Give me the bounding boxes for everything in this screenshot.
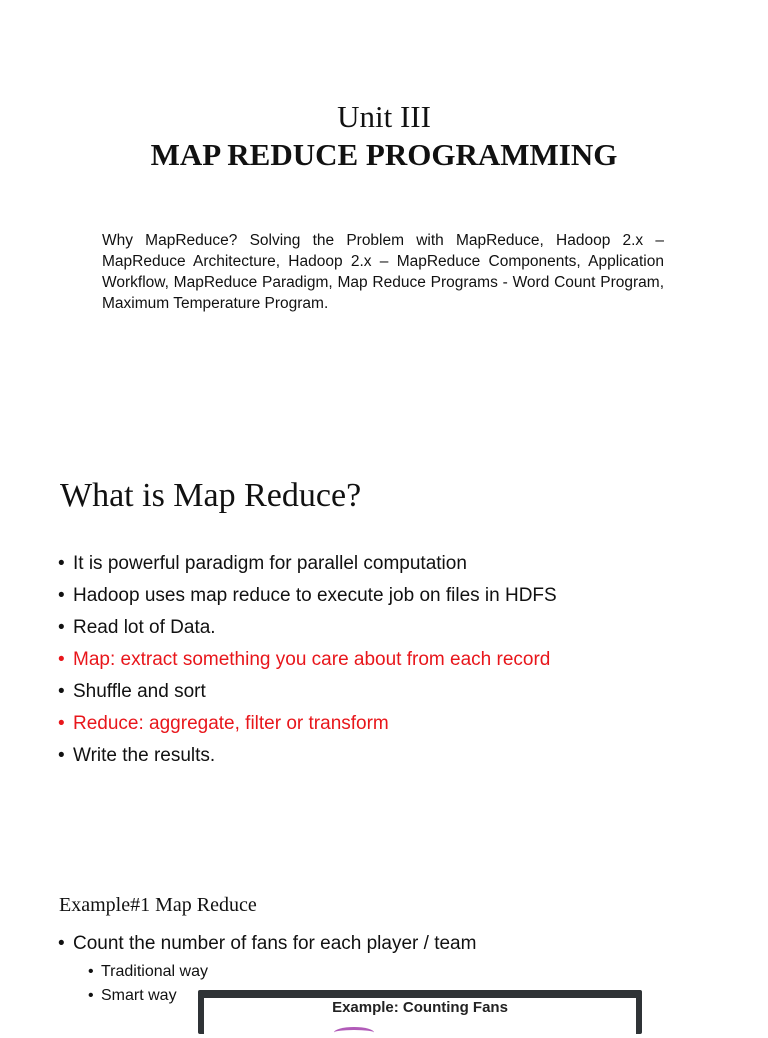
example-image-caption [204,998,636,1034]
bullet-text: Reduce: aggregate, filter or transform [73,713,389,734]
slide-what-is-map-reduce [0,430,768,850]
bullet-item [58,612,557,644]
bullet-icon: • [58,585,65,606]
bullet-item [58,548,557,580]
bullet-item [58,708,557,740]
bullet-text: Shuffle and sort [73,681,206,702]
main-title: MAP REDUCE PROGRAMMING [150,137,618,172]
bullet-list [58,548,557,772]
slide-heading: What is Map Reduce? [60,477,362,514]
example-image-frame [198,990,642,1034]
bullet-text: Map: extract something you care about from each record [73,649,551,670]
bullet-icon: • [58,713,65,734]
bullet-item [58,644,557,676]
slide-heading: Example#1 Map Reduce [59,894,257,916]
bullet-icon: • [58,933,65,954]
sub-bullet-text: Traditional way [101,963,209,980]
sub-bullet-item [88,960,208,984]
bullet-icon: • [58,649,65,670]
slide-title [0,0,768,430]
unit-title: Unit III [337,99,431,134]
bullet-icon: • [58,617,65,638]
bullet-icon: • [58,681,65,702]
sub-bullet-item [88,984,177,1008]
bullet-item [58,676,557,708]
slide-example-1 [0,850,768,1024]
example-caption-text: Example: Counting Fans [332,999,508,1016]
bullet-item [58,930,476,958]
bullet-text: It is powerful paradigm for parallel computation [73,553,467,574]
bullet-text: Write the results. [73,745,216,766]
bullet-text: Count the number of fans for each player / team [73,933,477,954]
syllabus-text: Why MapReduce? Solving the Problem with MapReduce, Hadoop 2.x – MapReduce Architecture, Hadoop 2.x – MapReduce Components, Application Workflow, MapReduce Paradigm, Map Reduce Programs - Word Count Program, Maximum Temperature Program. [102,232,664,312]
bullet-text: Hadoop uses map reduce to execute job on files in HDFS [73,585,557,606]
bullet-item [58,580,557,612]
decorative-arc-icon [334,1027,374,1038]
sub-bullet-text: Smart way [101,987,177,1004]
bullet-icon: • [58,553,65,574]
bullet-icon: • [58,745,65,766]
bullet-text: Read lot of Data. [73,617,216,638]
bullet-item [58,740,557,772]
bullet-icon: • [88,963,94,980]
bullet-icon: • [88,987,94,1004]
